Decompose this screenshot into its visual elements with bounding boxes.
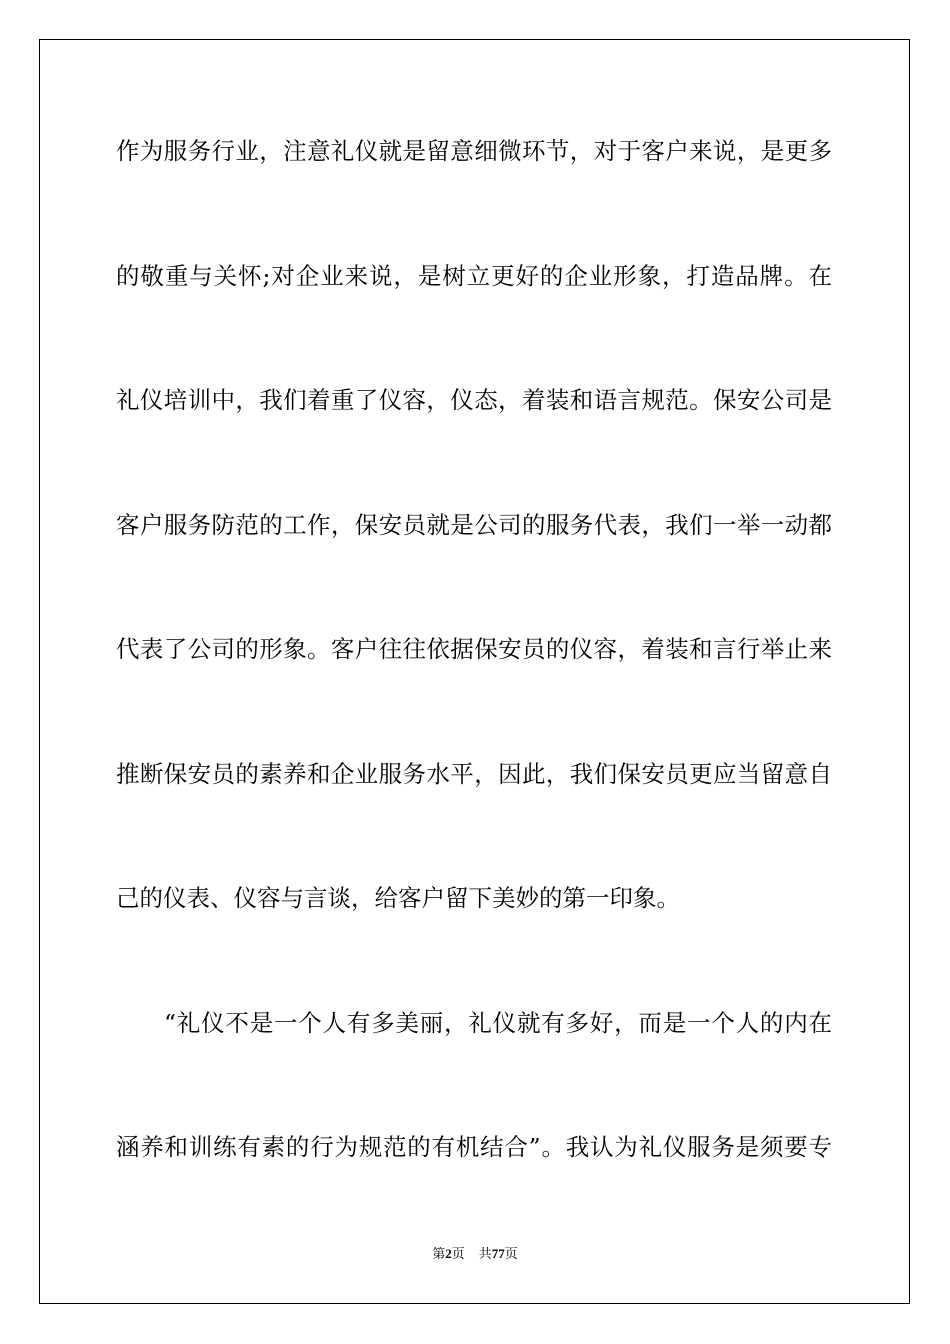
text-line-3: 礼仪培训中，我们着重了仪容，仪态，着装和语言规范。保安公司是 [116, 386, 832, 414]
text-line-6: 推断保安员的素养和企业服务水平，因此，我们保安员更应当留意自 [116, 760, 832, 788]
text-line-2: 的敬重与关怀;对企业来说，是树立更好的企业形象，打造品牌。在 [116, 262, 832, 290]
text-line-9: 涵养和训练有素的行为规范的有机结合”。我认为礼仪服务是须要专 [116, 1133, 832, 1161]
total-suffix: 页 [504, 1246, 518, 1261]
total-pages: 77 [491, 1246, 505, 1261]
text-line-4: 客户服务防范的工作，保安员就是公司的服务代表，我们一举一动都 [116, 511, 832, 539]
page-border [39, 39, 910, 1304]
page-number: 2 [445, 1246, 452, 1261]
total-prefix: 共 [478, 1246, 492, 1261]
text-line-5: 代表了公司的形象。客户往往依据保安员的仪容，着装和言行举止来 [116, 635, 832, 663]
page-prefix: 第 [432, 1246, 446, 1261]
page-footer [0, 1245, 950, 1263]
page-suffix: 页 [451, 1246, 465, 1261]
text-line-7: 己的仪表、仪容与言谈，给客户留下美妙的第一印象。 [116, 884, 680, 912]
text-line-1: 作为服务行业，注意礼仪就是留意细微环节，对于客户来说，是更多 [116, 137, 832, 165]
text-line-8-indented: “礼仪不是一个人有多美丽，礼仪就有多好，而是一个人的内在 [164, 1009, 832, 1037]
